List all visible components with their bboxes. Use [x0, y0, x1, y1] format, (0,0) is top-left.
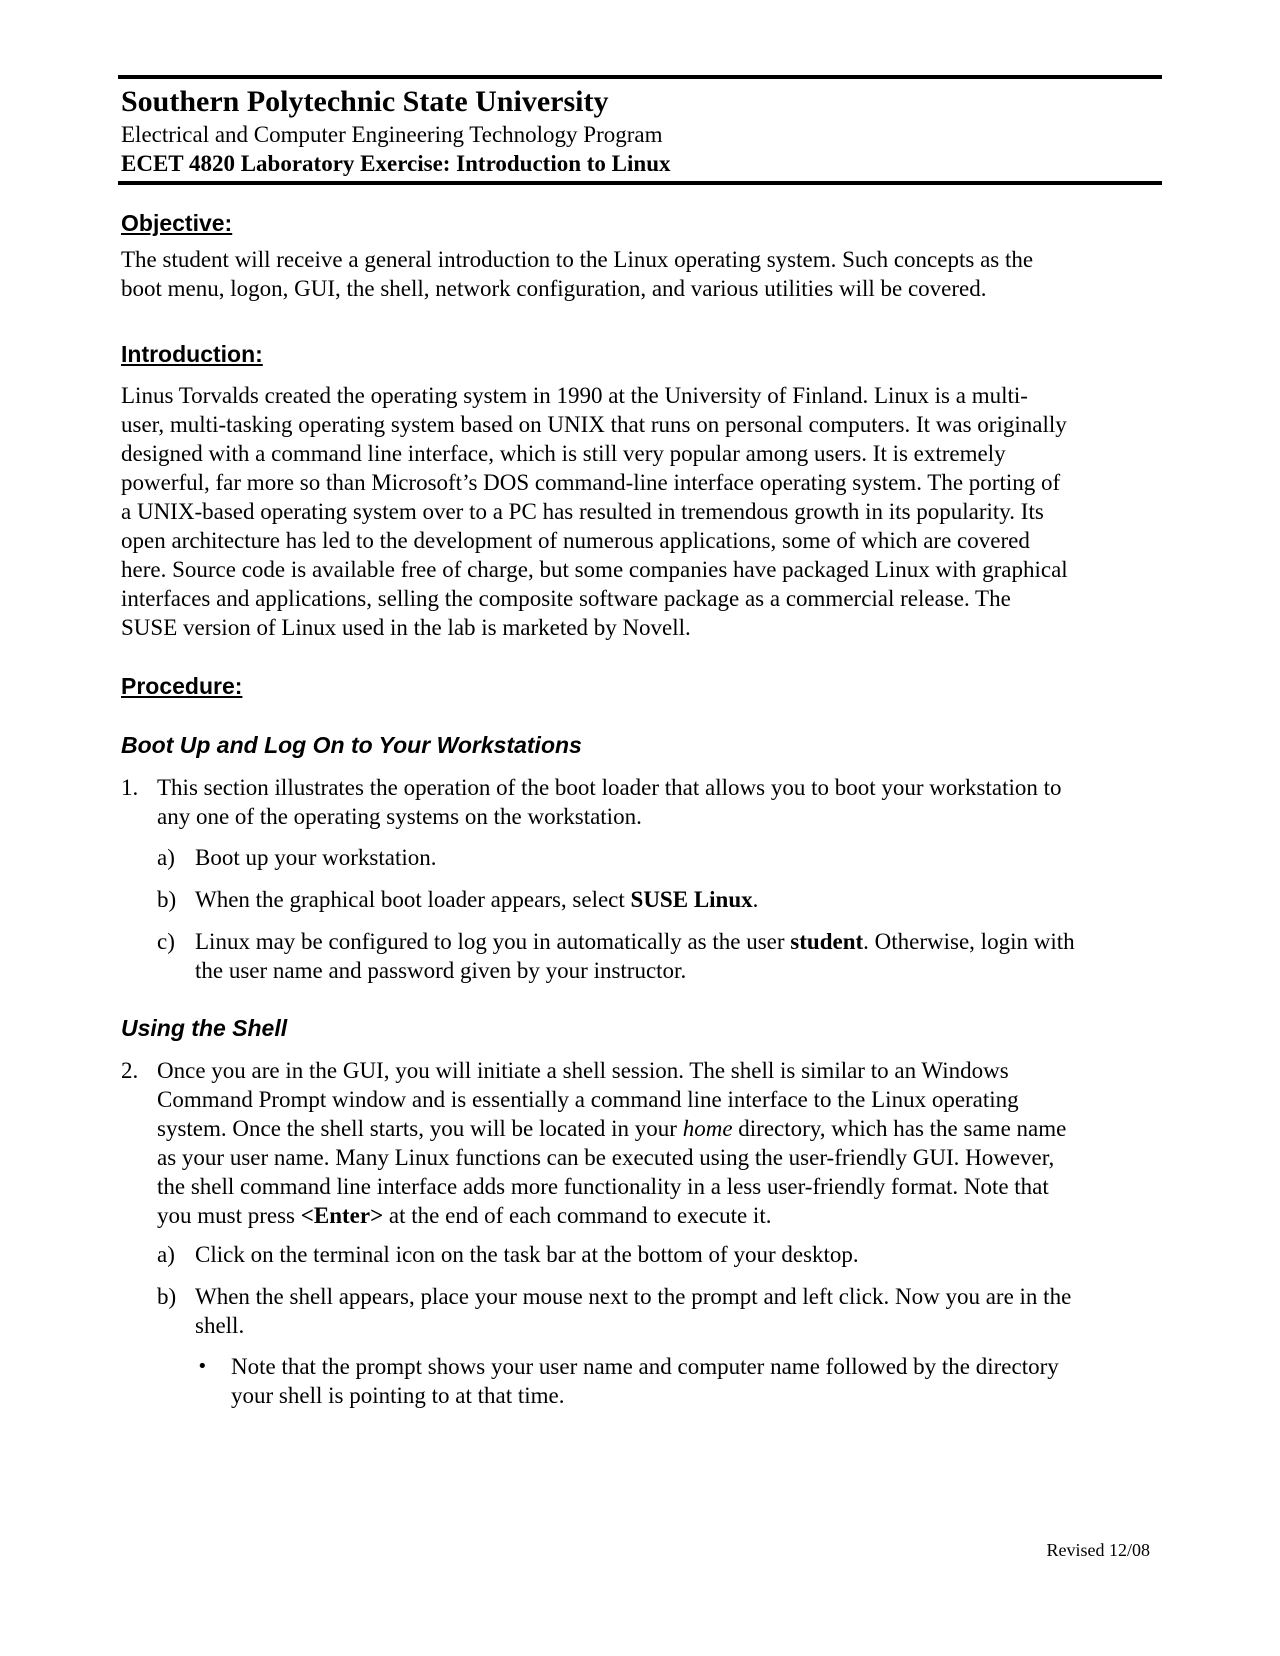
step-marker: 2. — [121, 1058, 139, 1083]
step-1a — [157, 843, 1167, 872]
step-1c — [157, 927, 1167, 985]
objective-paragraph — [121, 245, 1165, 303]
course-title: ECET 4820 Laboratory Exercise: Introduction to Linux — [121, 151, 671, 176]
program-name: Electrical and Computer Engineering Technology Program — [121, 122, 663, 147]
step-marker: a) — [157, 1242, 175, 1267]
step-marker: a) — [157, 845, 175, 870]
student-bold: student — [790, 929, 864, 954]
step-line: Click on the terminal icon on the task bar at the bottom of your desktop. — [195, 1242, 859, 1267]
objective-heading: Objective: — [121, 210, 233, 236]
step-line: This section illustrates the operation of the boot loader that allows you to boot your workstation to — [157, 775, 1062, 800]
introduction-line: user, multi-tasking operating system based on UNIX that runs on personal computers. It was originally — [121, 412, 1067, 437]
step-line: When the shell appears, place your mouse next to the prompt and left click. Now you are in the — [195, 1284, 1072, 1309]
step-marker: b) — [157, 887, 177, 912]
introduction-line: powerful, far more so than Microsoft’s DOS command-line interface operating system. The porting of — [121, 470, 1061, 495]
step-1b — [157, 885, 1167, 914]
step-text: you must press — [157, 1203, 301, 1228]
step-text: When the graphical boot loader appears, select — [195, 887, 631, 912]
boot-section-title: Boot Up and Log On to Your Workstations — [121, 732, 582, 758]
step-2b — [157, 1282, 1167, 1340]
shell-section-title: Using the Shell — [121, 1015, 288, 1041]
enter-key-bold: <Enter> — [300, 1203, 384, 1228]
step-2 — [121, 1056, 1165, 1230]
step-marker: 1. — [121, 775, 139, 800]
introduction-line: Linus Torvalds created the operating system in 1990 at the University of Finland. Linux is a multi- — [121, 383, 1028, 408]
university-name: Southern Polytechnic State University — [121, 85, 609, 118]
introduction-line: SUSE version of Linux used in the lab is marketed by Novell. — [121, 615, 691, 640]
step-text: Linux may be configured to log you in automatically as the user — [195, 929, 791, 954]
introduction-line: a UNIX-based operating system over to a PC has resulted in tremendous growth in its popularity. Its — [121, 499, 1044, 524]
step-text: . Otherwise, login with — [863, 929, 1075, 954]
step-line: Once you are in the GUI, you will initiate a shell session. The shell is similar to an Windows — [157, 1058, 1009, 1083]
step-1 — [121, 773, 1165, 831]
step-line: Note that the prompt shows your user name and computer name followed by the directory — [231, 1354, 1059, 1379]
step-text: at the end of each command to execute it. — [383, 1203, 772, 1228]
step-line: as your user name. Many Linux functions can be executed using the user-friendly GUI. However, — [157, 1145, 1055, 1170]
step-line: your shell is pointing to at that time. — [231, 1383, 565, 1408]
introduction-heading: Introduction: — [121, 341, 263, 367]
header-bottom-rule — [118, 181, 1162, 185]
introduction-line: interfaces and applications, selling the composite software package as a commercial release. The — [121, 586, 1011, 611]
bullet-marker: • — [197, 1356, 208, 1377]
step-marker: b) — [157, 1284, 177, 1309]
step-marker: c) — [157, 929, 175, 954]
step-line — [195, 885, 1167, 914]
procedure-heading: Procedure: — [121, 673, 243, 699]
step-line: Boot up your workstation. — [195, 845, 437, 870]
objective-line: boot menu, logon, GUI, the shell, network configuration, and various utilities will be covered. — [121, 276, 987, 301]
step-line: any one of the operating systems on the workstation. — [157, 804, 642, 829]
step-text: directory, which has the same name — [732, 1116, 1067, 1141]
objective-line: The student will receive a general introduction to the Linux operating system. Such concepts as the — [121, 247, 1034, 272]
suse-linux-bold: SUSE Linux — [630, 887, 753, 912]
step-text: system. Once the shell starts, you will be located in your — [157, 1116, 683, 1141]
header-top-rule — [118, 75, 1162, 79]
revision-date: Revised 12/08 — [1046, 1540, 1150, 1560]
home-italic: home — [682, 1116, 733, 1141]
step-line: shell. — [195, 1313, 245, 1338]
introduction-line: designed with a command line interface, which is still very popular among users. It is extremely — [121, 441, 1006, 466]
introduction-line: open architecture has led to the development of numerous applications, some of which are covered — [121, 528, 1030, 553]
step-line: the user name and password given by your instructor. — [195, 958, 687, 983]
step-line — [157, 1201, 1165, 1230]
introduction-paragraph — [121, 381, 1165, 642]
step-line: the shell command line interface adds more functionality in a less user-friendly format. Note that — [157, 1174, 1049, 1199]
prompt-note-bullet — [195, 1352, 1167, 1410]
step-text: . — [752, 887, 759, 912]
step-2a — [157, 1240, 1167, 1269]
step-line — [195, 927, 1167, 956]
introduction-line: here. Source code is available free of charge, but some companies have packaged Linux with graphical — [121, 557, 1068, 582]
step-line — [157, 1114, 1165, 1143]
step-line: Command Prompt window and is essentially a command line interface to the Linux operating — [157, 1087, 1019, 1112]
